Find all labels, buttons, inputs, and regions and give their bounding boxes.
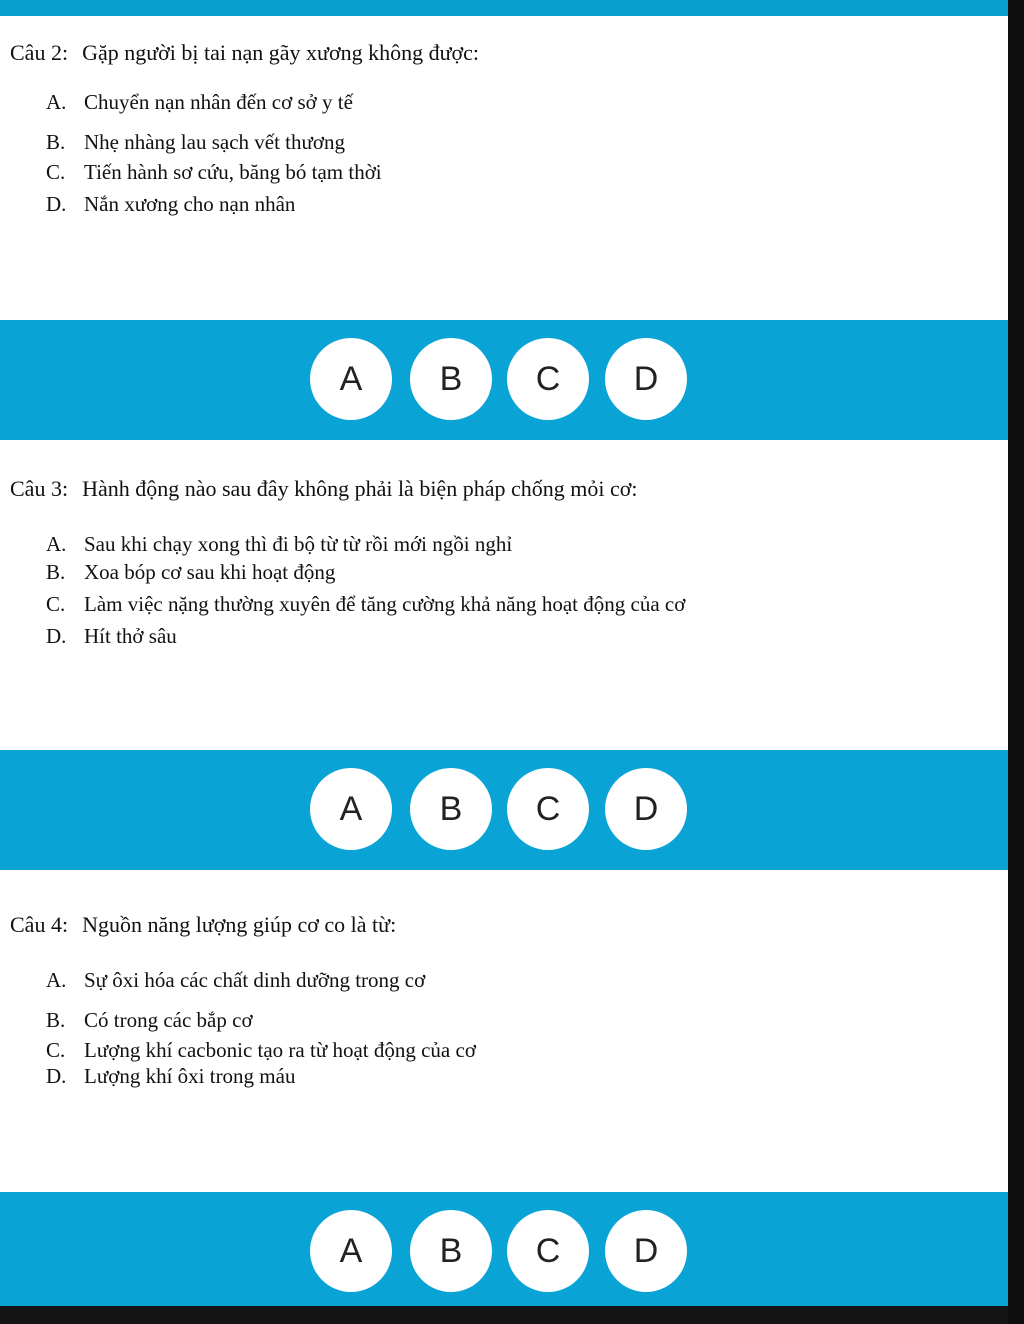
- answer-bar-question-4: [0, 1192, 1008, 1306]
- answer-a-button[interactable]: A: [310, 1210, 392, 1292]
- answer-bar-question-3: [0, 750, 1008, 870]
- answer-c-button[interactable]: C: [507, 338, 589, 420]
- option-a: A. Sự ôxi hóa các chất dinh dưỡng trong cơ: [46, 968, 426, 992]
- right-edge-frame: [1008, 0, 1024, 1324]
- option-c: C. Tiến hành sơ cứu, băng bó tạm thời: [46, 160, 382, 184]
- option-a: A. Chuyển nạn nhân đến cơ sở y tế: [46, 90, 353, 114]
- answer-d-button[interactable]: D: [605, 1210, 687, 1292]
- top-accent-bar: [0, 0, 1008, 16]
- question-text: Nguồn năng lượng giúp cơ co là từ:: [82, 912, 397, 937]
- question-number: Câu 4:: [10, 912, 69, 937]
- answer-c-button[interactable]: C: [507, 768, 589, 850]
- option-d: D. Nắn xương cho nạn nhân: [46, 192, 296, 216]
- question-text: Hành động nào sau đây không phải là biện pháp chống mỏi cơ:: [82, 476, 638, 501]
- option-c: C. Làm việc nặng thường xuyên để tăng cường khả năng hoạt động của cơ: [46, 592, 686, 616]
- answer-a-button[interactable]: A: [310, 338, 392, 420]
- question-title: [10, 912, 396, 938]
- question-number: Câu 3:: [10, 476, 69, 501]
- answer-c-button[interactable]: C: [507, 1210, 589, 1292]
- question-text: Gặp người bị tai nạn gãy xương không được:: [82, 40, 480, 65]
- question-title: [10, 476, 637, 502]
- answer-d-button[interactable]: D: [605, 338, 687, 420]
- option-a: A. Sau khi chạy xong thì đi bộ từ từ rồi mới ngồi nghỉ: [46, 532, 513, 556]
- answer-d-button[interactable]: D: [605, 768, 687, 850]
- option-b: B. Xoa bóp cơ sau khi hoạt động: [46, 560, 336, 584]
- answer-b-button[interactable]: B: [410, 338, 492, 420]
- answer-b-button[interactable]: B: [410, 1210, 492, 1292]
- answer-a-button[interactable]: A: [310, 768, 392, 850]
- bottom-edge-frame: [0, 1306, 1008, 1324]
- option-d: D. Hít thở sâu: [46, 624, 177, 648]
- option-b: B. Có trong các bắp cơ: [46, 1008, 253, 1032]
- answer-bar-question-2: [0, 320, 1008, 440]
- option-d: D. Lượng khí ôxi trong máu: [46, 1064, 296, 1088]
- option-b: B. Nhẹ nhàng lau sạch vết thương: [46, 130, 346, 154]
- answer-b-button[interactable]: B: [410, 768, 492, 850]
- option-c: C. Lượng khí cacbonic tạo ra từ hoạt động của cơ: [46, 1038, 476, 1062]
- question-number: Câu 2:: [10, 40, 69, 65]
- question-title: [10, 40, 479, 66]
